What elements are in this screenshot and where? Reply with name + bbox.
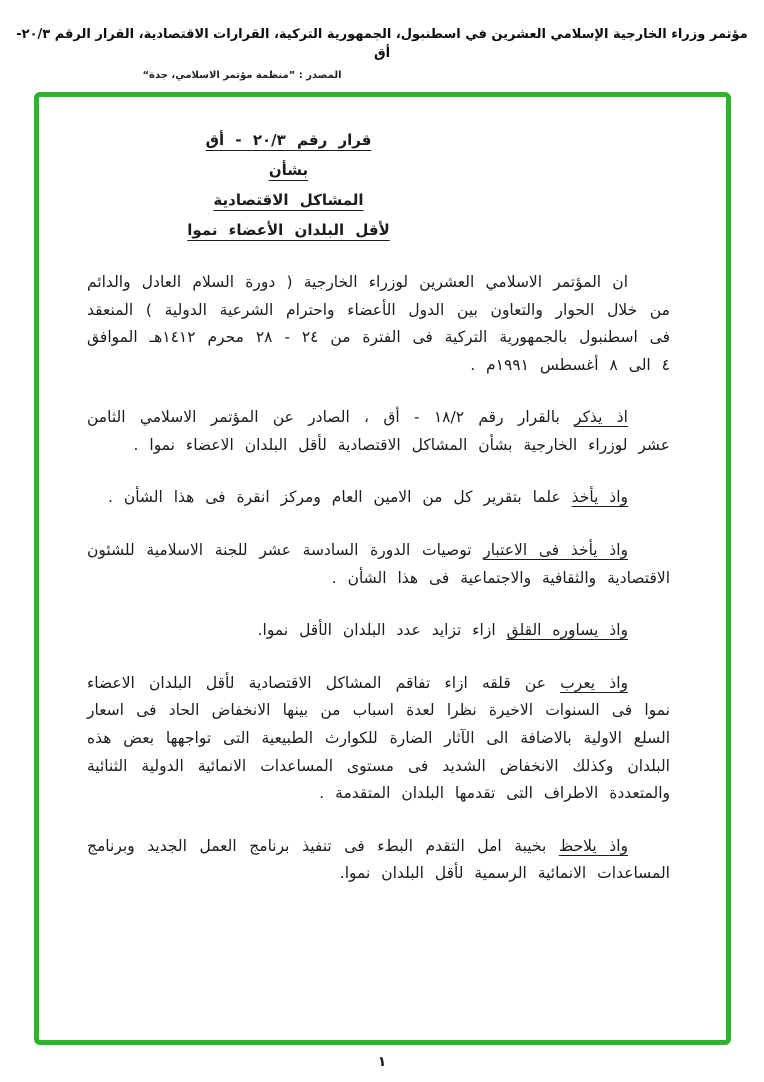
document-content: [39, 97, 726, 888]
title-line-subject: المشاكل الاقتصادية: [213, 191, 364, 209]
paragraph-lead: اذ يذكر: [574, 408, 628, 427]
document-header: [0, 0, 764, 81]
resolution-title: [187, 131, 390, 239]
paragraph-text: علما بتقرير كل من الامين العام ومركز انقرة فى هذا الشأن .: [107, 488, 572, 507]
title-line-regarding: بشأن: [268, 161, 309, 179]
paragraph: [87, 617, 670, 645]
paragraph-lead: واذ يلاحظ: [558, 836, 628, 855]
page-number: ١: [377, 1054, 387, 1070]
paragraph-text: بخيبة امل التقدم البطء فى تنفيذ برنامج العمل الجديد وبرنامج المساعدات الانمائية الرسمية لأقل البلدان نموا.: [87, 836, 670, 883]
header-title: مؤتمر وزراء الخارجية الإسلامي العشرين في اسطنبول، الجمهورية التركية، القرارات الاقتصادية، القرار الرقم ٢٠/٣-أق: [16, 27, 748, 61]
scan-frame: [34, 92, 731, 1045]
title-line-subject2: لأقل البلدان الأعضاء نموا: [187, 221, 390, 239]
paragraph-lead: واذ يأخذ: [571, 488, 628, 507]
paragraph: [87, 833, 670, 888]
paragraph: [87, 537, 670, 592]
paragraph-lead: واذ يعرب: [560, 673, 628, 692]
paragraph-text: عن قلقه ازاء تفاقم المشاكل الاقتصادية لأقل البلدان الاعضاء نموا فى السنوات الاخيرة نظرا لعدة اسباب من بينها الانخفاض الحاد فى اسعار السلع الاولية بالاضافة الى الآثار الضارة للكوارث الطبيعية التى تواجهها بعض هذه البلدان وكذلك الانخفاض الشديد فى مستوى المساعدات الانمائية الدولية الثنائية والمتعددة الاطراف التى تقدمها البلدان المتقدمة .: [87, 673, 670, 803]
paragraph: [87, 269, 670, 379]
paragraph-text: ان المؤتمر الاسلامي العشرين لوزراء الخارجية ( دورة السلام العادل والدائم من خلال الحوار والتعاون بين الدول الأعضاء واحترام الشرعية الدولية ) المنعقد فى اسطنبول بالجمهورية التركية فى الفترة من ٢٤ - ٢٨ محرم ١٤١٢هـ الموافق ٤ الى ٨ أغسطس ١٩٩١م .: [87, 273, 670, 374]
paragraph-text: ازاء تزايد عدد البلدان الأقل نموا.: [257, 621, 507, 640]
header-source: المصدر : ”منظمة مؤتمر الاسلامي، جدة“: [142, 69, 342, 81]
paragraph-lead: واذ يأخذ فى الاعتبار: [483, 541, 628, 560]
paragraph: [87, 670, 670, 808]
title-line-number: قرار رقم ٢٠/٣ - أق: [205, 131, 372, 149]
paragraph-lead: واذ يساوره القلق: [506, 621, 628, 640]
paragraph: [87, 404, 670, 459]
paragraph: [87, 484, 670, 512]
paragraph-text: توصيات الدورة السادسة عشر للجنة الاسلامية للشئون الاقتصادية والثقافية والاجتماعية فى هذا الشأن .: [87, 541, 670, 587]
paragraph-text: بالقرار رقم ١٨/٢ - أق ، الصادر عن المؤتمر الاسلامي الثامن عشر لوزراء الخارجية بشأن المشاكل الاقتصادية لأقل البلدان الاعضاء نموا .: [87, 408, 670, 454]
